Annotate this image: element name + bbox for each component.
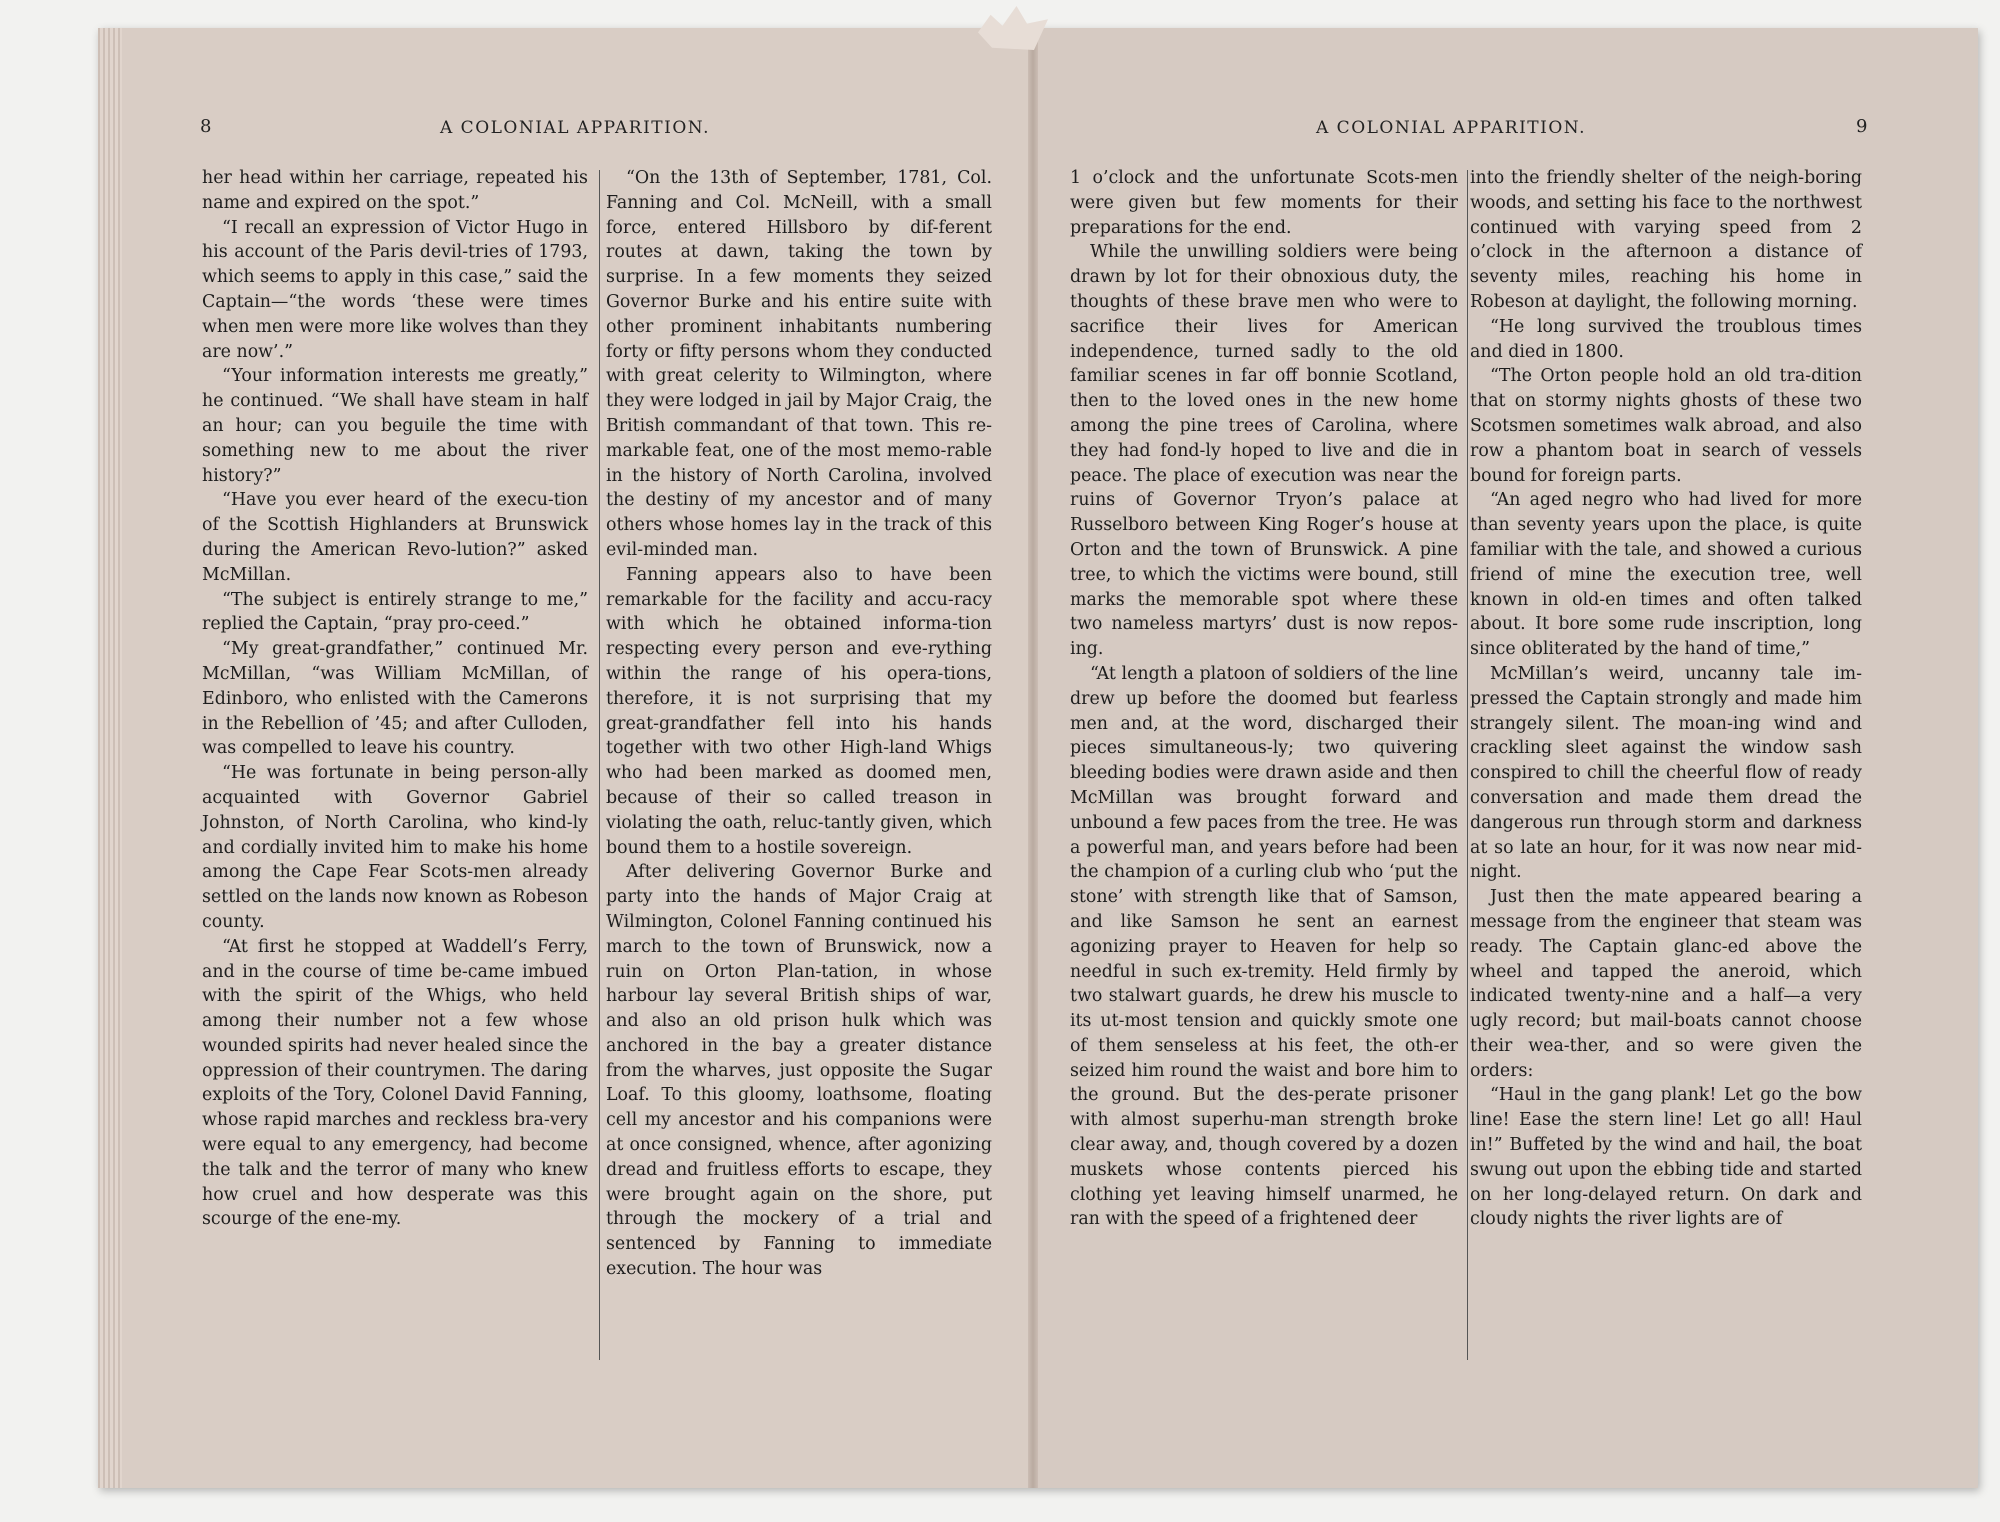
paragraph: 1 o’clock and the unfortunate Scots-men were given but few moments for their preparations for the end. <box>1070 168 1458 238</box>
paragraph: “Haul in the gang plank! Let go the bow line! Ease the stern line! Let go all! Haul in!” Buffeted by the wind and hail, the boat swung out upon the ebbing tide and started on her long-delayed return. On dark and cloudy nights the river lights are of <box>1470 1085 1862 1230</box>
paragraph: “At first he stopped at Waddell’s Ferry, and in the course of time be-came imbued with the spirit of the Whigs, who held among their number not a few whose wounded spirits had never healed since the oppression of their countrymen. The daring exploits of the Tory, Colonel David Fanning, whose rapid marches and reckless bra-very were equal to any emergency, had become the talk and the terror of many who knew how cruel and how desperate was this scourge of the ene-my. <box>202 936 588 1230</box>
paragraph: her head within her carriage, repeated his name and expired on the spot.” <box>202 168 588 213</box>
column-divider <box>599 170 600 1360</box>
paragraph: “My great-grandfather,” continued Mr. McMillan, “was William McMillan, of Edinboro, who enlisted with the Camerons in the Rebellion of ’45; and after Culloden, was compelled to leave his country. <box>202 639 588 759</box>
paragraph: McMillan’s weird, uncanny tale im-pressed the Captain strongly and made him strangely silent. The moan-ing wind and crackling sleet against the window sash conspired to chill the cheerful flow of ready conversation and made them dread the dangerous run through storm and darkness at so late an hour, for it was now near mid-night. <box>1470 663 1862 883</box>
paragraph: into the friendly shelter of the neigh-boring woods, and setting his face to the northwest continued with varying speed from 2 o’clock in the afternoon a distance of seventy miles, reaching his home in Robeson at daylight, the following morning. <box>1470 168 1862 312</box>
paragraph: Just then the mate appeared bearing a message from the engineer that steam was ready. The Captain glanc-ed above the wheel and tapped the aneroid, which indicated twenty-nine and a half—a very ugly record; but mail-boats cannot choose their wea-ther, and so were given the orders: <box>1470 887 1862 1081</box>
paragraph: “He was fortunate in being person-ally acquainted with Governor Gabriel Johnston, of North Carolina, who kind-ly and cordially invited him to make his home among the Cape Fear Scots-men already settled on the lands now known as Robeson county. <box>202 763 588 932</box>
paragraph: After delivering Governor Burke and party into the hands of Major Craig at Wilmington, Colonel Fanning continued his march to the town of Brunswick, now a ruin on Orton Plan-tation, in whose harbour lay several British ships of war, and also an old prison hulk which was anchored in the bay a greater distance from the wharves, just opposite the Sugar Loaf. To this gloomy, loathsome, floating cell my ancestor and his companions were at once consigned, whence, after agonizing dread and fruitless efforts to escape, they were brought again on the shore, put through the mockery of a trial and sentenced by Fanning to immediate execution. The hour was <box>606 862 992 1280</box>
paragraph: “At length a platoon of soldiers of the line drew up before the doomed but fearless men and, at the word, discharged their pieces simultaneous-ly; two quivering bleeding bodies were drawn aside and then McMillan was brought forward and unbound a few paces from the tree. He was a powerful man, and years before had been the champion of a curling club who ‘put the stone’ with strength like that of Samson, and like Samson he sent an earnest agonizing prayer to Heaven for help so needful in such ex-tremity. Held firmly by two stalwart guards, he drew his muscle to its ut-most tension and quickly smote one of them senseless at his feet, the oth-er seized him round the waist and bore him to the ground. But the des-perate prisoner with almost superhu-man strength broke clear away, and, though covered by a dozen muskets whose contents pierced his clothing yet leaving himself unarmed, he ran with the speed of a frightened deer <box>1070 663 1458 1230</box>
right-page-header: A COLONIAL APPARITION. <box>1316 118 1586 138</box>
paragraph: “I recall an expression of Victor Hugo in his account of the Paris devil-tries of 1793, which seems to apply in this case,” said the Captain—“the words ‘these were times when men were more like wolves than they are now’.” <box>202 217 588 362</box>
paragraph: “The subject is entirely strange to me,” replied the Captain, “pray pro-ceed.” <box>202 589 588 635</box>
page-edges <box>98 28 122 1488</box>
paragraph: “He long survived the troublous times and died in 1800. <box>1470 316 1862 362</box>
book-gutter <box>1028 28 1038 1488</box>
column-divider <box>1467 170 1468 1360</box>
paragraph: Fanning appears also to have been remarkable for the facility and accu-racy with which he obtained informa-tion respecting every person and eve-rything within the range of his opera-tions, therefore, it is not surprising that my great-grandfather fell into his hands together with two other High-land Whigs who had been marked as doomed men, because of their so called treason in violating the oath, reluc-tantly given, which bound them to a hostile sovereign. <box>606 564 992 858</box>
right-column-1 <box>1070 166 1458 1232</box>
paragraph: “Have you ever heard of the execu-tion of the Scottish Highlanders at Brunswick during the American Revo-lution?” asked McMillan. <box>202 490 588 585</box>
paragraph: “An aged negro who had lived for more than seventy years upon the place, is quite familiar with the tale, and showed a curious friend of mine the execution tree, well known in old-en times and often talked about. It bore some rude inscription, long since obliterated by the hand of time,” <box>1470 490 1862 660</box>
left-column-2 <box>606 166 992 1282</box>
right-page-number: 9 <box>1856 116 1868 137</box>
left-page-header: A COLONIAL APPARITION. <box>440 118 710 138</box>
paragraph: “Your information interests me greatly,” he continued. “We shall have steam in half an hour; can you beguile the time with something new to me about the river history?” <box>202 366 588 486</box>
left-page-number: 8 <box>200 116 212 137</box>
paragraph: “On the 13th of September, 1781, Col. Fanning and Col. McNeill, with a small force, entered Hillsboro by dif-ferent routes at dawn, taking the town by surprise. In a few moments they seized Governor Burke and his entire suite with other prominent inhabitants numbering forty or fifty persons whom they conducted with great celerity to Wilmington, where they were lodged in jail by Major Craig, the British commandant of that town. This re-markable feat, one of the most memo-rable in the history of North Carolina, involved the destiny of my ancestor and of many others whose homes lay in the track of this evil-minded man. <box>606 168 992 560</box>
paragraph: While the unwilling soldiers were being drawn by lot for their obnoxious duty, the thoughts of these brave men who were to sacrifice their lives for American independence, turned sadly to the old familiar scenes in far off bonnie Scotland, then to the loved ones in the new home among the pine trees of Carolina, where they had fond-ly hoped to live and die in peace. The place of execution was near the ruins of Governor Tryon’s palace at Russelboro between King Roger’s house at Orton and the town of Brunswick. A pine tree, to which the victims were bound, still marks the memorable spot where these two nameless martyrs’ dust is now repos-ing. <box>1070 242 1458 660</box>
right-column-2 <box>1470 166 1862 1232</box>
paragraph: “The Orton people hold an old tra-dition that on stormy nights ghosts of these two Scotsmen sometimes walk abroad, and also row a phantom boat in search of vessels bound for foreign parts. <box>1470 366 1862 486</box>
left-column-1 <box>202 166 588 1232</box>
